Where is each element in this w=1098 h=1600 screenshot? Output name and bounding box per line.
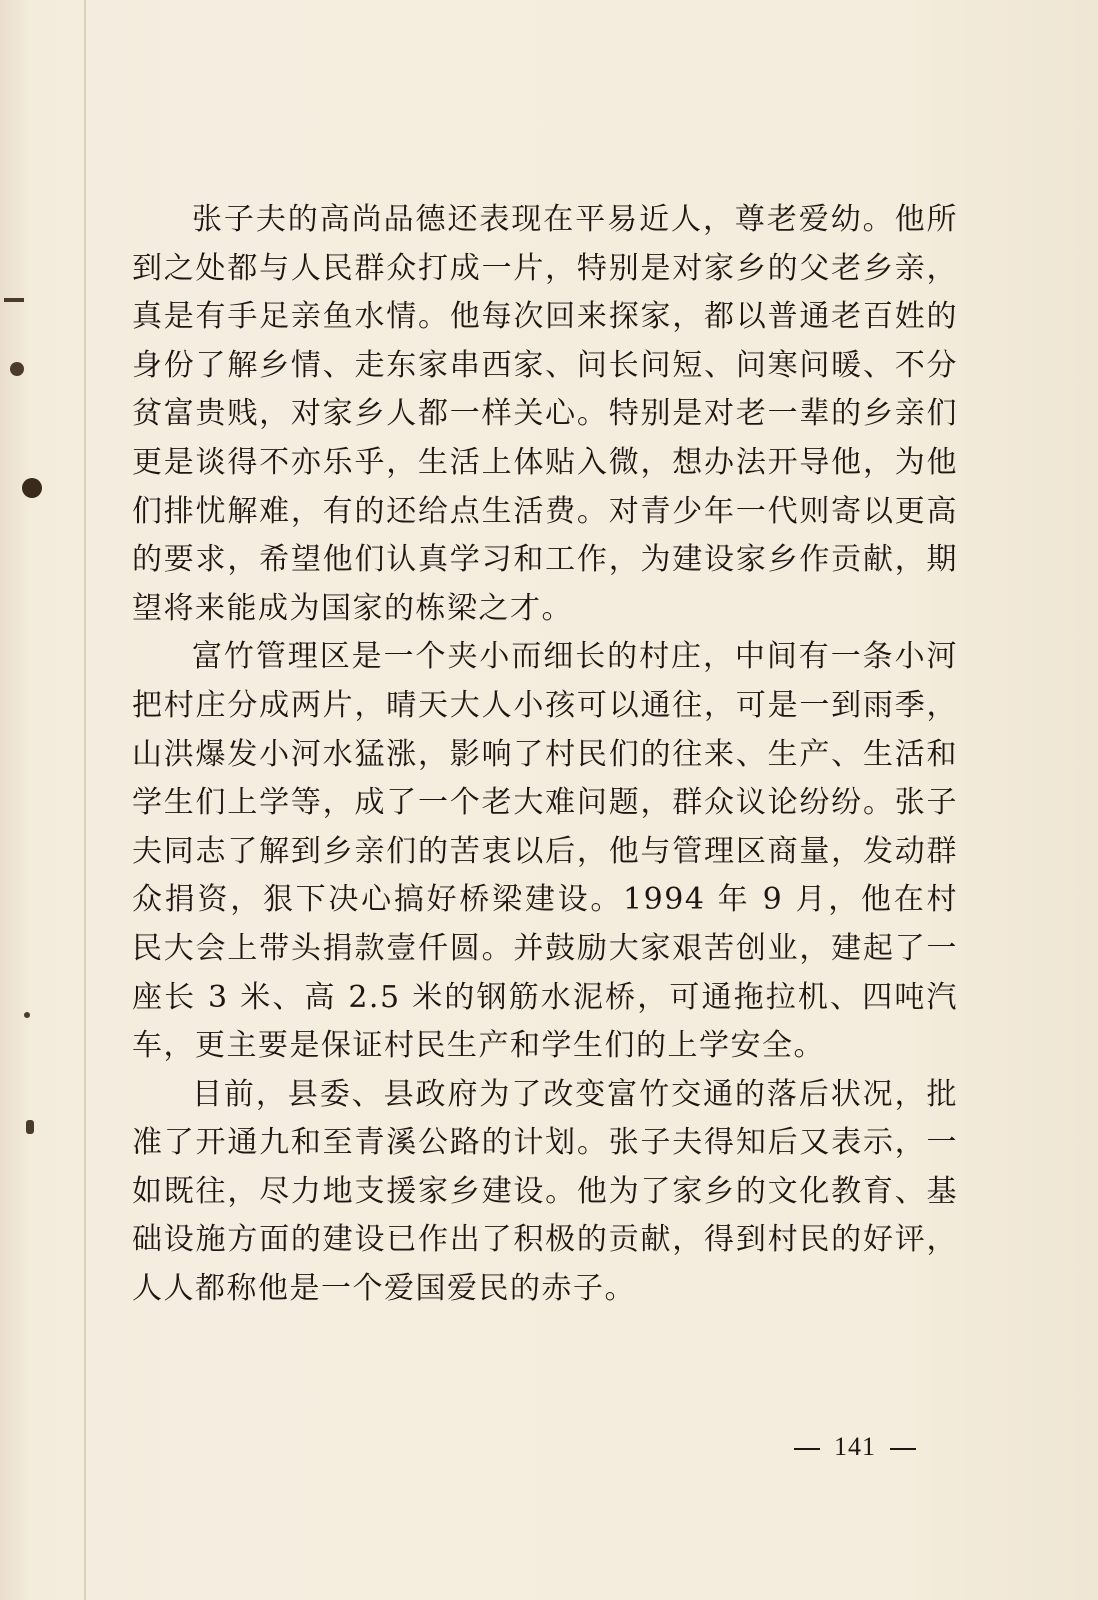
binding-mark bbox=[4, 298, 24, 302]
body-text bbox=[132, 196, 958, 1314]
paragraph: 张子夫的高尚品德还表现在平易近人，尊老爱幼。他所到之处都与人民群众打成一片，特别是对家乡的父老乡亲，真是有手足亲鱼水情。他每次回来探家，都以普通老百姓的身份了解乡情、走东家串西家、问长问短、问寒问暖、不分贫富贵贱，对家乡人都一样关心。特别是对老一辈的乡亲们更是谈得不亦乐乎，生活上体贴入微，想办法开导他，为他们排忧解难，有的还给点生活费。对青少年一代则寄以更高的要求，希望他们认真学习和工作，为建设家乡作贡献，期望将来能成为国家的栋梁之才。 bbox=[132, 202, 958, 626]
page-number: 141 bbox=[834, 1432, 876, 1461]
paragraph: 富竹管理区是一个夹小而细长的村庄，中间有一条小河把村庄分成两片，晴天大人小孩可以通往，可是一到雨季，山洪爆发小河水猛涨，影响了村民们的往来、生产、生活和学生们上学等，成了一个老大难问题，群众议论纷纷。张子夫同志了解到乡亲们的苦衷以后，他与管理区商量，发动群众捐资，狠下决心搞好桥梁建设。1994 年 9 月，他在村民大会上带头捐款壹仟圆。并鼓励大家艰苦创业，建起了一座长 3 米、高 2.5 米的钢筋水泥桥，可通拖拉机、四吨汽车，更主要是保证村民生产和学生们的上学安全。 bbox=[132, 639, 958, 1064]
binding-hole bbox=[22, 478, 42, 498]
binding-mark bbox=[26, 1120, 34, 1134]
dash-left bbox=[794, 1448, 820, 1450]
binding-mark bbox=[10, 362, 24, 376]
page-spine-shadow bbox=[84, 0, 86, 1600]
dash-right bbox=[890, 1448, 916, 1450]
page-number-footer bbox=[780, 1432, 930, 1462]
paragraph: 目前，县委、县政府为了改变富竹交通的落后状况，批准了开通九和至青溪公路的计划。张子夫得知后又表示，一如既往，尽力地支援家乡建设。他为了家乡的文化教育、基础设施方面的建设已作出了积极的贡献，得到村民的好评，人人都称他是一个爱国爱民的赤子。 bbox=[132, 1076, 958, 1307]
binding-mark bbox=[24, 1012, 30, 1018]
